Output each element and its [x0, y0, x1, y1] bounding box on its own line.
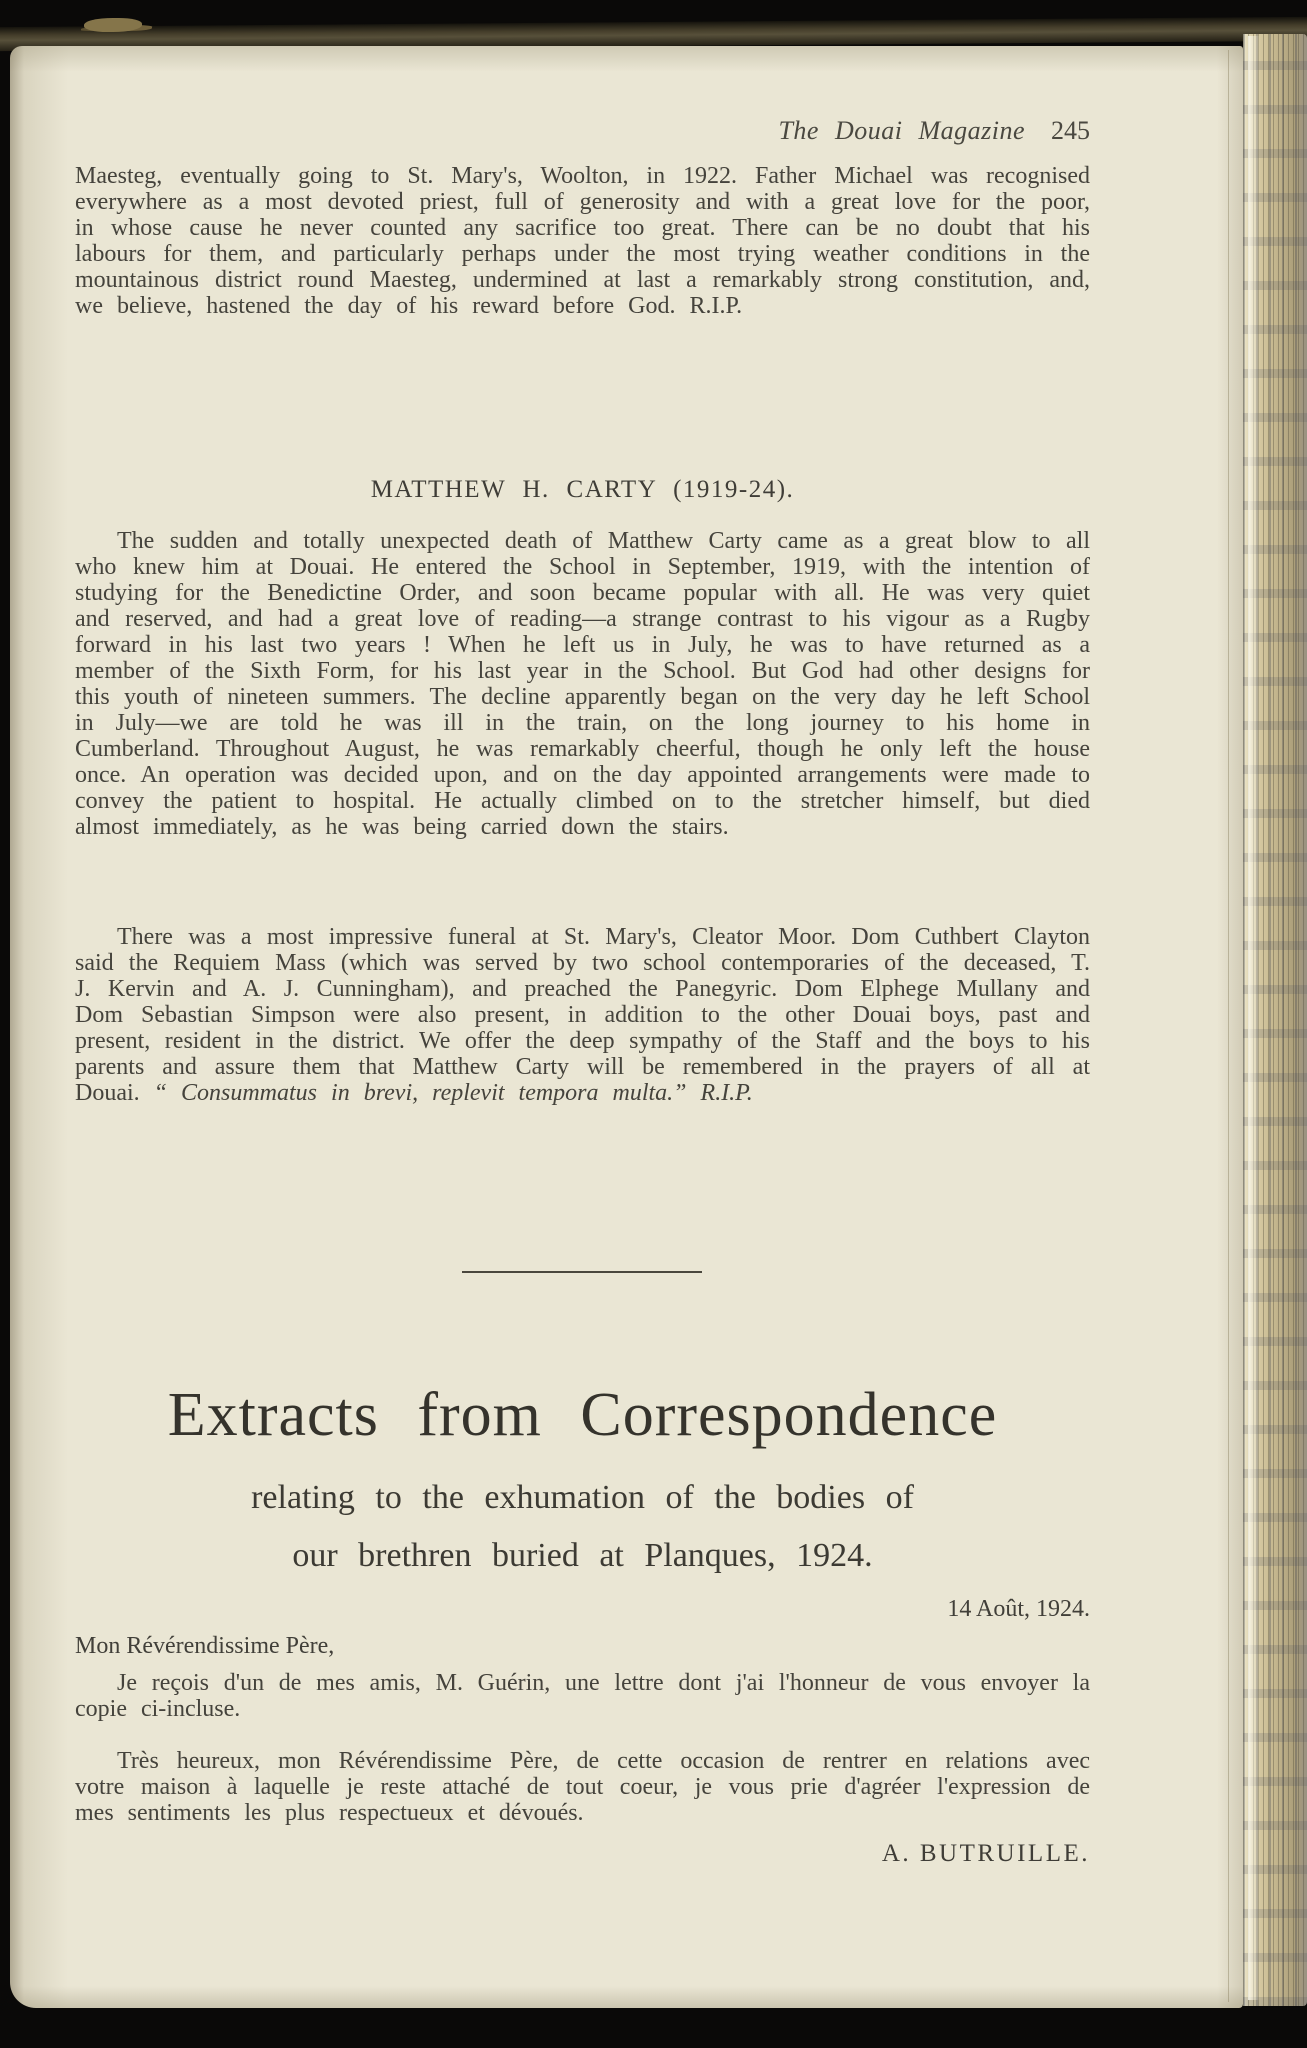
obituary-carty-paragraph-1: The sudden and totally unexpected death of Matthew Carty came as a great blow to all who knew him at Douai. He entered the School in September, 1919, with the intention of studying for the Benedictine Order, and soon became popular with all. He was very quiet and reserved, and had a great love of reading—a strange contrast to his vigour as a Rugby forward in his last two years ! When he left us in July, he was to have returned as a member of the Sixth Form, for his last year in the School. But God had other designs for this youth of nineteen summers. The decline apparently began on the very day he left School in July—we are told he was ill in the train, on the long journey to his home in Cumberland. Throughout August, he was remarkably cheerful, though he only left the house once. An operation was decided upon, and on the day appointed arrangements were made to convey the patient to hospital. He actually climbed on to the stretcher himself, but died almost immediately, as he was being carried down the stairs.: [75, 528, 1090, 840]
section-divider-rule: [462, 1271, 702, 1273]
letter-paragraph-2: Très heureux, mon Révérendissime Père, de cette occasion de rentrer en relations avec votre maison à laquelle je reste attaché de tout coeur, je vous prie d'agréer l'expression de mes sentiments les plus respectueux et dévoués.: [75, 1748, 1090, 1826]
latin-quote: “ Consummatus in brevi, replevit tempora multa.”: [153, 1080, 687, 1106]
magazine-title: The Douai Magazine: [778, 116, 1025, 145]
magazine-page: [10, 46, 1243, 2008]
correspondence-heading: Extracts from Correspondence: [167, 1381, 998, 1449]
letter-signature: A. BUTRUILLE.: [881, 1840, 1090, 1867]
letter-salutation: Mon Révérendissime Père,: [75, 1633, 335, 1659]
cover-frayed-thread: [84, 18, 142, 32]
page-crease-line: [1228, 50, 1229, 2002]
obituary-carty-paragraph-2: [75, 924, 1090, 1106]
fore-edge-highlight: [1248, 36, 1260, 2000]
correspondence-subtitle-line2: our brethren buried at Planques, 1924.: [292, 1537, 873, 1574]
funeral-text: There was a most impressive funeral at St. Mary's, Cleator Moor. Dom Cuthbert Clayton said the Requiem Mass (which was served by two school contemporaries of the deceased, T. J. Kervin and A. J. Cunningham), and preached the Panegyric. Dom Elphege Mullany and Dom Sebastian Simpson were also present, in addition to the other Douai boys, past and present, resident in the district. We offer the deep sympathy of the Staff and the boys to his parents and assure them that Matthew Carty will be remembered in the prayers of all at Douai.: [75, 924, 1090, 1106]
running-header: [75, 116, 1090, 146]
correspondence-subtitle-line1: relating to the exhumation of the bodies of: [251, 1479, 914, 1516]
letter-date: 14 Août, 1924.: [947, 1596, 1090, 1622]
letter-paragraph-1: Je reçois d'un de mes amis, M. Guérin, une lettre dont j'ai l'honneur de vous envoyer la copie ci-incluse.: [75, 1670, 1090, 1722]
page-number: 245: [1051, 116, 1090, 145]
obituary-michael-paragraph: Maesteg, eventually going to St. Mary's, Woolton, in 1922. Father Michael was recognised everywhere as a most devoted priest, full of generosity and with a great love for the poor, in whose cause he never counted any sacrifice too great. There can be no doubt that his labours for them, and particularly perhaps under the most trying weather conditions in the mountainous district round Maesteg, undermined at last a remarkably strong constitution, and, we believe, hastened the day of his reward before God. R.I.P.: [75, 163, 1090, 319]
obituary-carty-heading: MATTHEW H. CARTY (1919-24).: [370, 476, 795, 503]
rip-text: R.I.P.: [686, 1080, 753, 1106]
